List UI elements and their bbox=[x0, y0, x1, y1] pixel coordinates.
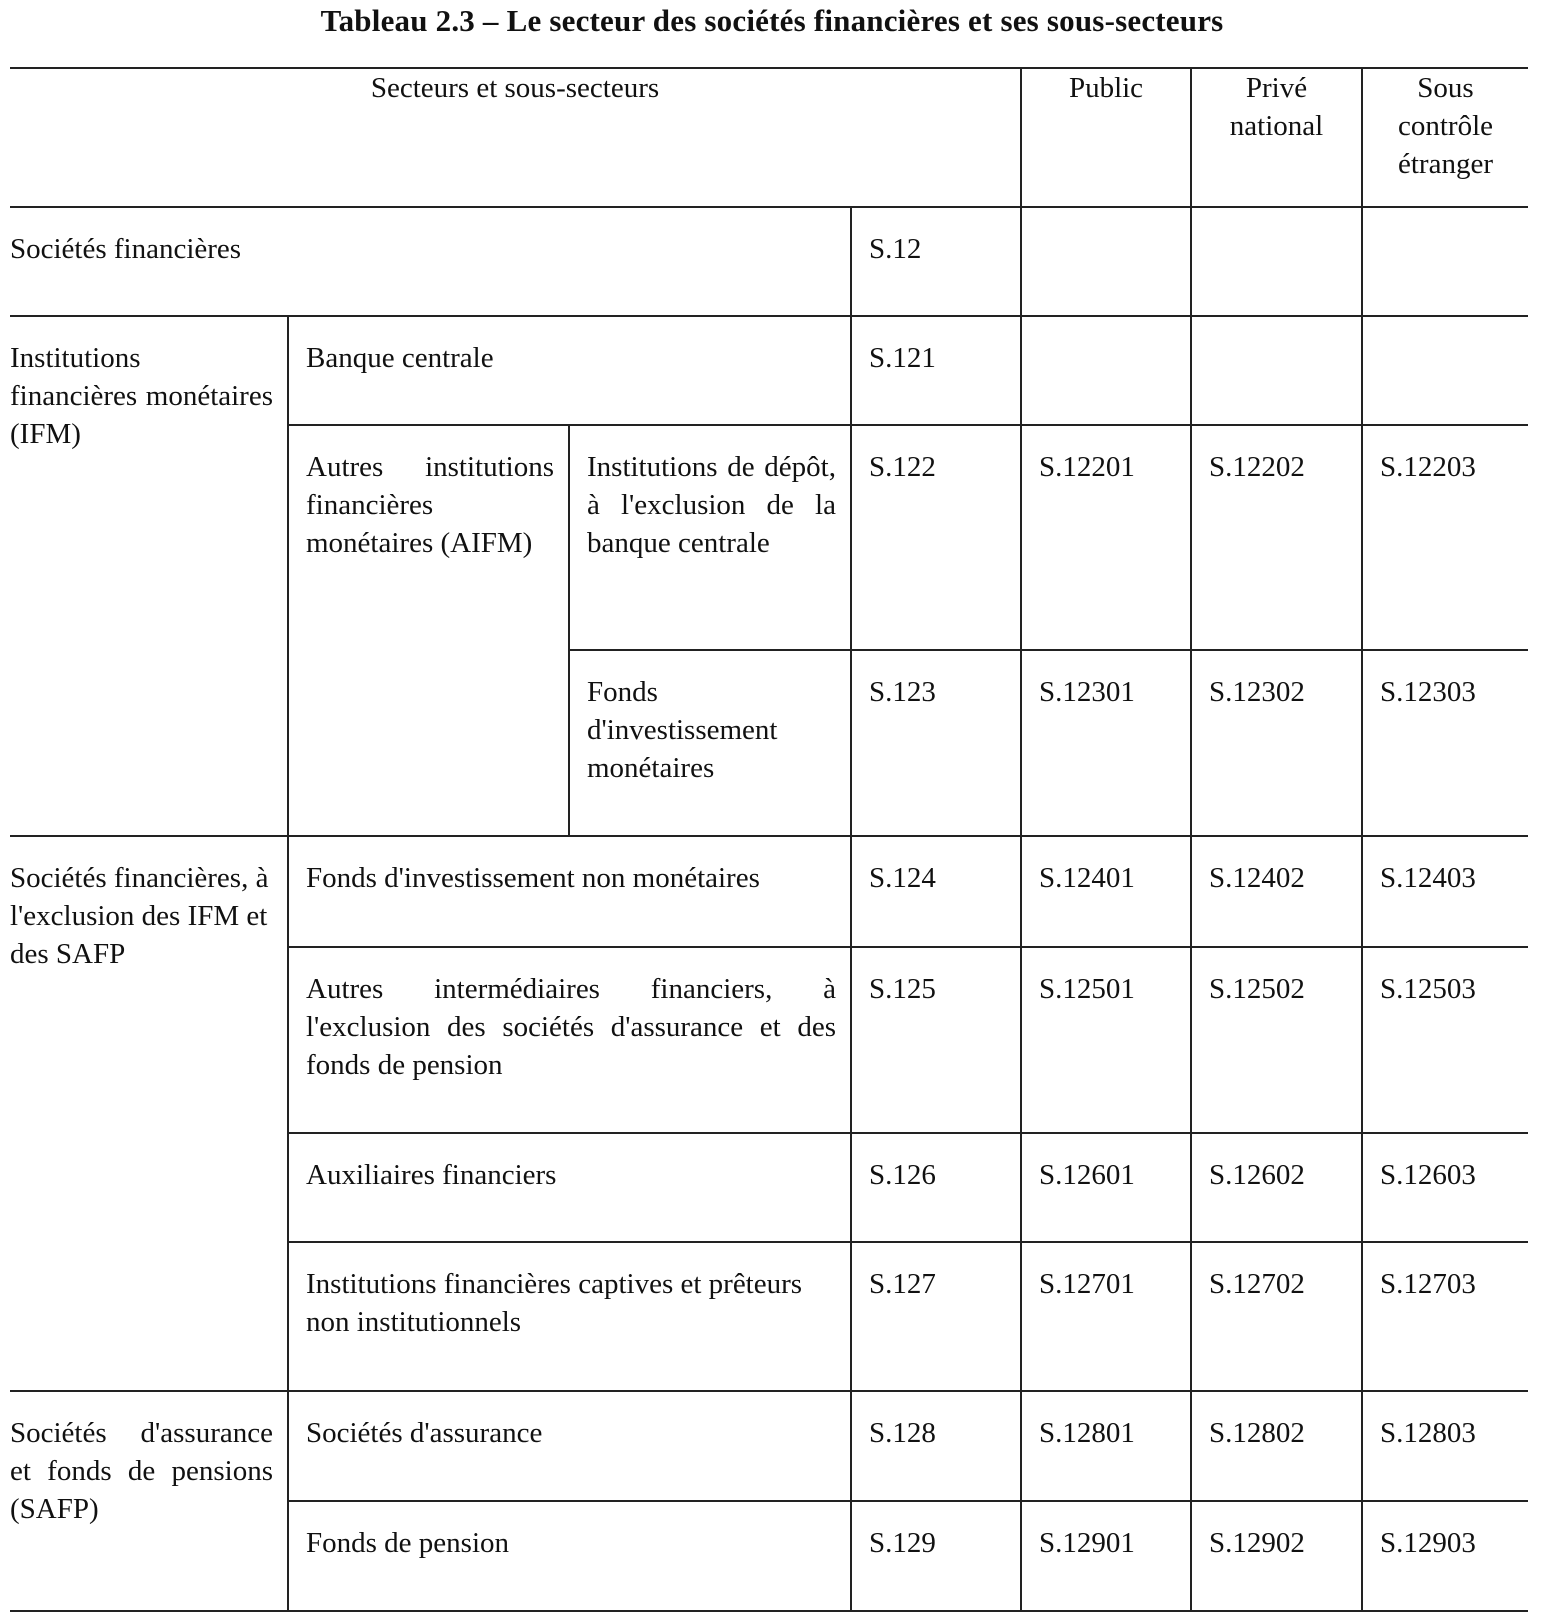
private-cell: S.12402 bbox=[1191, 836, 1362, 947]
table-title: Tableau 2.3 – Le secteur des sociétés financières et ses sous-secteurs bbox=[320, 3, 1224, 38]
row-label: Autres intermédiaires financiers, à l'exclusion des sociétés d'assurance et des fonds de pension bbox=[288, 947, 851, 1133]
public-cell: S.12701 bbox=[1021, 1242, 1191, 1391]
code-cell: S.129 bbox=[851, 1501, 1021, 1611]
public-cell: S.12501 bbox=[1021, 947, 1191, 1133]
code-cell: S.122 bbox=[851, 425, 1021, 650]
foreign-cell: S.12503 bbox=[1362, 947, 1528, 1133]
foreign-cell: S.12303 bbox=[1362, 650, 1528, 836]
public-cell: S.12301 bbox=[1021, 650, 1191, 836]
header-foreign: Sous contrôle étranger bbox=[1362, 68, 1528, 207]
row-label: Auxiliaires financiers bbox=[288, 1133, 851, 1242]
header-sectors: Secteurs et sous-secteurs bbox=[10, 68, 1021, 207]
foreign-cell: S.12703 bbox=[1362, 1242, 1528, 1391]
header-private: Privé national bbox=[1191, 68, 1362, 207]
table-row bbox=[10, 836, 1528, 947]
table-row bbox=[10, 207, 1528, 316]
row-label: Fonds de pension bbox=[288, 1501, 851, 1611]
header-public: Public bbox=[1021, 68, 1191, 207]
public-cell: S.12801 bbox=[1021, 1391, 1191, 1501]
private-cell: S.12802 bbox=[1191, 1391, 1362, 1501]
foreign-cell: S.12403 bbox=[1362, 836, 1528, 947]
private-cell: S.12702 bbox=[1191, 1242, 1362, 1391]
row-label: Sociétés d'assurance bbox=[288, 1391, 851, 1501]
foreign-cell bbox=[1362, 316, 1528, 425]
group-label-ifm: Institutions financières monétaires (IFM) bbox=[10, 316, 288, 836]
code-cell: S.127 bbox=[851, 1242, 1021, 1391]
private-cell bbox=[1191, 316, 1362, 425]
foreign-cell bbox=[1362, 207, 1528, 316]
public-cell: S.12401 bbox=[1021, 836, 1191, 947]
sector-table bbox=[10, 67, 1528, 1612]
code-cell: S.123 bbox=[851, 650, 1021, 836]
public-cell bbox=[1021, 316, 1191, 425]
group-label-sf-excl: Sociétés financières, à l'exclusion des IFM et des SAFP bbox=[10, 836, 288, 1391]
header-row bbox=[10, 68, 1528, 207]
public-cell: S.12901 bbox=[1021, 1501, 1191, 1611]
private-cell: S.12602 bbox=[1191, 1133, 1362, 1242]
private-cell bbox=[1191, 207, 1362, 316]
code-cell: S.124 bbox=[851, 836, 1021, 947]
private-cell: S.12902 bbox=[1191, 1501, 1362, 1611]
group-label-safp: Sociétés d'assurance et fonds de pensions (SAFP) bbox=[10, 1391, 288, 1611]
code-cell: S.126 bbox=[851, 1133, 1021, 1242]
foreign-cell: S.12803 bbox=[1362, 1391, 1528, 1501]
foreign-cell: S.12603 bbox=[1362, 1133, 1528, 1242]
public-cell: S.12201 bbox=[1021, 425, 1191, 650]
row-label: Institutions financières captives et prêteurs non institutionnels bbox=[288, 1242, 851, 1391]
public-cell: S.12601 bbox=[1021, 1133, 1191, 1242]
table-row bbox=[10, 316, 1528, 425]
public-cell bbox=[1021, 207, 1191, 316]
private-cell: S.12202 bbox=[1191, 425, 1362, 650]
private-cell: S.12302 bbox=[1191, 650, 1362, 836]
code-cell: S.121 bbox=[851, 316, 1021, 425]
group-label-sf: Sociétés financières bbox=[10, 207, 851, 316]
private-cell: S.12502 bbox=[1191, 947, 1362, 1133]
row-label: Fonds d'investissement monétaires bbox=[569, 650, 851, 836]
row-label: Institutions de dépôt, à l'exclusion de la banque centrale bbox=[569, 425, 851, 650]
table-row bbox=[10, 1391, 1528, 1501]
code-cell: S.12 bbox=[851, 207, 1021, 316]
foreign-cell: S.12903 bbox=[1362, 1501, 1528, 1611]
foreign-cell: S.12203 bbox=[1362, 425, 1528, 650]
row-label: Fonds d'investissement non monétaires bbox=[288, 836, 851, 947]
code-cell: S.125 bbox=[851, 947, 1021, 1133]
code-cell: S.128 bbox=[851, 1391, 1021, 1501]
group-label-aifm: Autres institutions financières monétaires (AIFM) bbox=[288, 425, 569, 836]
row-label: Banque centrale bbox=[288, 316, 851, 425]
